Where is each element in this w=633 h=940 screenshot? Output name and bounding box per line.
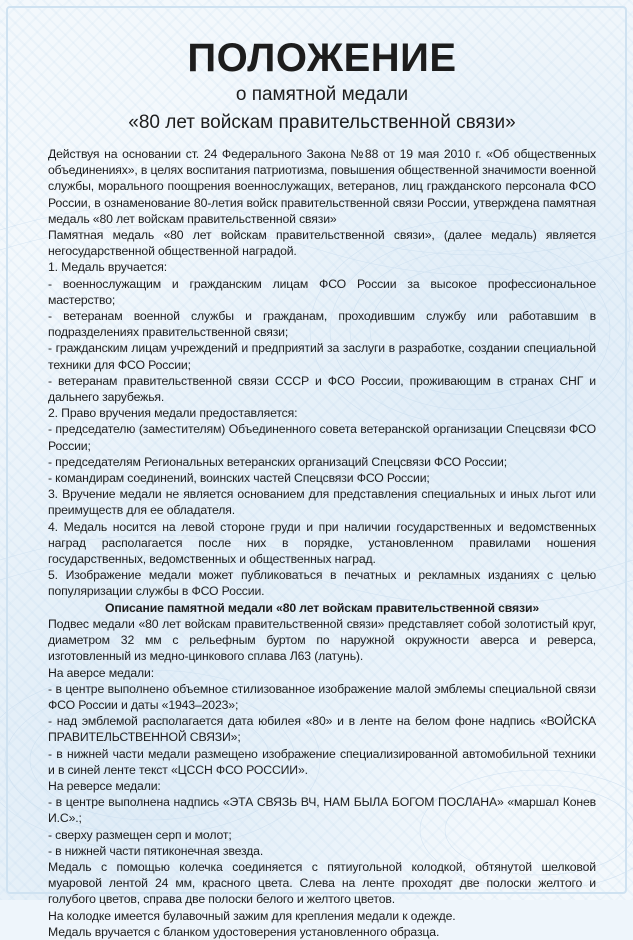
paragraph: - ветеранам правительственной связи СССР и ФСО России, проживающим в странах СНГ и дальнего зарубежья. xyxy=(48,373,596,405)
paragraph: - председателю (заместителям) Объединенного совета ветеранской организации Спецсвязи ФСО России; xyxy=(48,422,596,453)
paragraph: 3. Вручение медали не является основанием для представления специальных и иных льгот или преимуществ для ее обладателя. xyxy=(48,487,596,518)
paragraph: - сверху размещен серп и молот; xyxy=(48,827,232,842)
paragraph: - в нижней части медали размещено изображение специализированной автомобильной техники и в синей ленте текст «ЦССН ФСО РОССИИ». xyxy=(48,746,596,777)
document-content xyxy=(48,36,596,940)
paragraph: - председателям Региональных ветеранских организаций Спецсвязи ФСО России; xyxy=(48,454,508,469)
paragraph: - в центре выполнено объемное стилизованное изображение малой эмблемы специальной связи ФСО России и даты «1943–2023»; xyxy=(48,681,596,712)
paragraph: 2. Право вручения медали предоставляется: xyxy=(48,406,298,421)
paragraph: 4. Медаль носится на левой стороне груди и при наличии государственных и ведомственных наград располагается после них в порядке, установленном правилами ношения государственных, ведомственных и общественных наград. xyxy=(48,519,596,567)
document-subtitle-line1: о памятной медали xyxy=(235,84,409,105)
paragraph: - командирам соединений, воинских частей Спецсвязи ФСО России; xyxy=(48,471,430,486)
paragraph: - в центре выполнена надпись «ЭТА СВЯЗЬ ВЧ, НАМ БЫЛА БОГОМ ПОСЛАНА» «маршал Конев И.С».; xyxy=(48,795,596,826)
paragraph: - в нижней части пятиконечная звезда. xyxy=(48,843,264,858)
section-heading: Описание памятной медали «80 лет войскам правительственной связи» xyxy=(104,600,540,615)
paragraph: На колодке имеется булавочный зажим для крепления медали к одежде. xyxy=(48,908,456,923)
document-title: ПОЛОЖЕНИЕ xyxy=(187,36,457,80)
document-subtitle-line2: «80 лет войскам правительственной связи» xyxy=(128,112,516,133)
paragraph: - над эмблемой располагается дата юбилея «80» и в ленте на белом фоне надпись «ВОЙСКА ПРАВИТЕЛЬСТВЕННОЙ СВЯЗИ»; xyxy=(48,714,596,745)
paragraph: 5. Изображение медали может публиковаться в печатных и рекламных изданиях с целью популяризации службы в ФСО России. xyxy=(48,568,596,599)
description-paragraphs xyxy=(48,616,596,940)
paragraph: - гражданским лицам учреждений и предприятий за заслуги в разработке, создании специальной техники для ФСО России; xyxy=(48,341,596,372)
regulation-paragraphs xyxy=(48,146,596,600)
paragraph: Действуя на основании ст. 24 Федерального Закона №88 от 19 мая 2010 г. «Об общественных объединениях», в целях воспитания патриотизма, повышения общественной значимости военной службы, морального поощрения военнослужащих, ветеранов, лиц гражданского персонала ФСО России, в ознаменование 80-летия войск правительственной связи России, утверждена памятная медаль «80 лет войскам правительственной связи» xyxy=(48,147,596,226)
paragraph: На аверсе медали: xyxy=(48,665,154,680)
paragraph: 1. Медаль вручается: xyxy=(48,260,167,275)
paragraph: - военнослужащим и гражданским лицам ФСО России за высокое профессиональное мастерство; xyxy=(48,276,596,307)
paragraph: Медаль вручается с бланком удостоверения установленного образца. xyxy=(48,924,440,939)
paragraph: - ветеранам военной службы и гражданам, проходившим службу или работавшим в подразделениях правительственной связи; xyxy=(48,309,596,340)
document-body xyxy=(48,146,596,940)
paragraph: На реверсе медали: xyxy=(48,778,161,793)
paragraph: Подвес медали «80 лет войскам правительственной связи» представляет собой золотистый круг, диаметром 32 мм с рельефным буртом по наружной окружности аверса и реверса, изготовленный из медно-цинкового сплава Л63 (латунь). xyxy=(48,616,596,664)
paragraph: Памятная медаль «80 лет войскам правительственной связи», (далее медаль) является негосударственной общественной наградой. xyxy=(48,228,596,259)
paragraph: Медаль с помощью колечка соединяется с пятиугольной колодкой, обтянутой шелковой муаровой лентой 24 мм, красного цвета. Слева на ленте проходят две полоски желтого и голубого цветов, справа две полоски белого и желтого цветов. xyxy=(48,859,596,907)
